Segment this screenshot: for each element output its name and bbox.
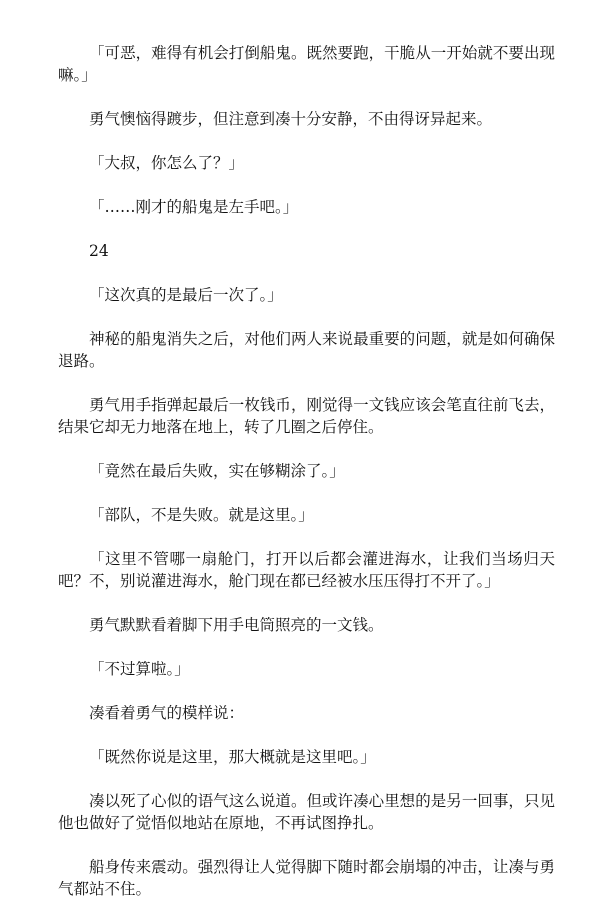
paragraph-12: 勇气默默看着脚下用手电筒照亮的一文钱。 xyxy=(89,616,384,634)
chapter-number: 24 xyxy=(89,242,109,260)
paragraph-3: 「大叔，你怎么了？」 xyxy=(89,154,245,172)
paragraph-13: 「不过算啦。」 xyxy=(89,660,190,678)
paragraph-16: 凑以死了心似的语气这么说道。但或许凑心里想的是另一回事，只见他也做好了觉悟似地站在原地，不再试图挣扎。 xyxy=(58,792,555,832)
paragraph-4: 「……刚才的船鬼是左手吧。」 xyxy=(89,198,299,216)
paragraph-17: 船身传来震动。强烈得让人觉得脚下随时都会崩塌的冲击，让凑与勇气都站不住。 xyxy=(58,858,555,898)
paragraph-8: 勇气用手指弹起最后一枚钱币，刚觉得一文钱应该会笔直往前飞去，结果它却无力地落在地上，转了几圈之后停住。 xyxy=(58,396,555,436)
paragraph-7: 神秘的船鬼消失之后，对他们两人来说最重要的问题，就是如何确保退路。 xyxy=(58,330,555,370)
paragraph-6: 「这次真的是最后一次了。」 xyxy=(89,286,283,304)
paragraph-10: 「部队，不是失败。就是这里。」 xyxy=(89,506,314,524)
paragraph-1: 「可恶，难得有机会打倒船鬼。既然要跑，干脆从一开始就不要出现嘛。」 xyxy=(58,44,555,84)
paragraph-15: 「既然你说是这里，那大概就是这里吧。」 xyxy=(89,748,376,766)
paragraph-11: 「这里不管哪一扇舱门，打开以后都会灌进海水，让我们当场归天吧？不，别说灌进海水，舱门现在都已经被水压压得打不开了。」 xyxy=(58,550,555,590)
paragraph-9: 「竟然在最后失败，实在够糊涂了。」 xyxy=(89,462,345,480)
paragraph-14: 凑看着勇气的模样说： xyxy=(89,704,245,722)
paragraph-2: 勇气懊恼得踱步，但注意到凑十分安静，不由得讶异起来。 xyxy=(89,110,493,128)
